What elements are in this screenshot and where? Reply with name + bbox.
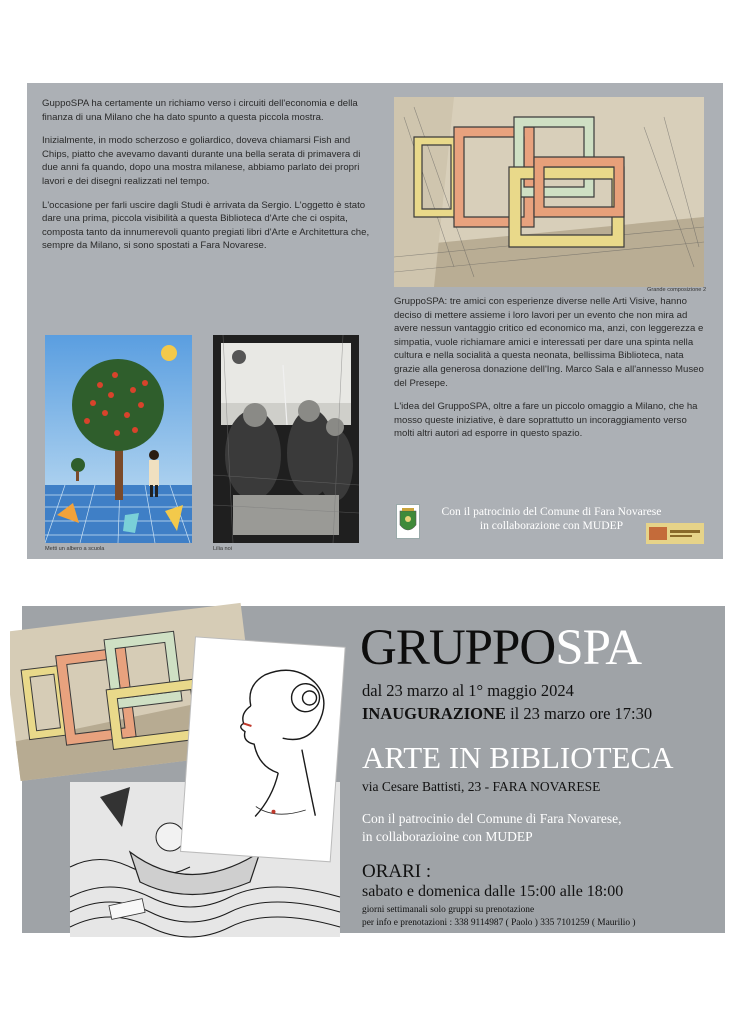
intro-text [42,97,372,263]
intro-paragraph: Inizialmente, in modo scherzoso e goliardico, doveva chiamarsi Fish and Chips, piatto che avevamo davanti durante una bella serata di primavera di due anni fa quando, dopo una mostra milanese, abbiamo parlato dei propri lavori e dei disegni realizzati nel tempo. [42,135,361,187]
poster-patronage-line-1: Con il patrocinio del Comune di Fara Novarese, [362,811,622,826]
description-paragraph: GruppoSPA: tre amici con esperienze diverse nelle Arti Visive, hanno deciso di mettere assieme i loro lavori per un evento che non mira ad avere nessun vantaggio critico ed economico ma, anzi, con leggerezza e simpatia, vuole richiamare amici e interessati per dare una spinta nella cultura e nella socialità a questa neonata, bellissima Biblioteca, nata grazie alla generosa donazione dell'Ing. Marco Sala e all'annesso Museo del Presepe. [394,296,704,389]
hours-label: ORARI : [362,861,432,882]
patronage-text [424,505,679,533]
caption-tree: Metti un albero a scuola [45,546,105,552]
artwork-grande-composizione [394,97,704,287]
poster-patronage-line-2: in collaborazioine con MUDEP [362,829,533,844]
artwork-albero [45,335,192,543]
description-paragraph: L'idea del GruppoSPA, oltre a fare un piccolo omaggio a Milano, che ha mosso queste iniziative, è dare soprattutto un incoraggiamento verso molti altri autori ad esporre in questo spazio. [394,401,698,440]
caption-composition: Grande composizione 2 [647,287,707,293]
artwork-collage [10,597,348,942]
patronage-line-2: in collaborazione con MUDEP [479,519,624,532]
event-poster [22,606,725,933]
event-address: via Cesare Battisti, 23 - FARA NOVARESE [362,779,601,794]
event-title: ARTE IN BIBLIOTECA [362,740,674,775]
inauguration [362,704,652,724]
poster-title [360,620,641,676]
inauguration-time: il 23 marzo ore 17:30 [505,704,653,723]
intro-paragraph: GuppoSPA ha certamente un richiamo verso i circuiti dell'economia e della finanza di una Milano che ha dato spunto a questa piccola mostra. [42,98,358,123]
title-accent: SPA [555,620,642,676]
group-description [394,295,706,451]
weekday-note: giorni settimanali solo gruppi su prenotazione [362,905,535,915]
caption-ink: Lilia noi [213,546,232,552]
comune-crest-icon [396,504,420,539]
info-panel [27,83,723,559]
artwork-inchiostro [213,335,359,543]
inauguration-label: INAUGURAZIONE [362,704,506,723]
patronage-line-1: Con il patrocinio del Comune di Fara Novarese [441,505,662,518]
contact-info: per info e prenotazioni : 338 9114987 ( Paolo ) 335 7101259 ( Maurilio ) [362,918,636,928]
opening-hours: sabato e domenica dalle 15:00 alle 18:00 [362,883,624,900]
exhibition-dates: dal 23 marzo al 1° maggio 2024 [362,681,574,700]
mudep-logo-icon [646,523,704,544]
intro-paragraph: L'occasione per farli uscire dagli Studi è arrivata da Sergio. L'oggetto è stato dare una prima, piccola visibilità a questa Biblioteca d'Arte che ci ospita, composta tanto da innumerevoli quanto pregiati libri d'Arte e Architettura che, sempre da Milano, si sono spostati a Fara Novarese. [42,199,370,252]
title-main: GRUPPO [360,620,556,676]
